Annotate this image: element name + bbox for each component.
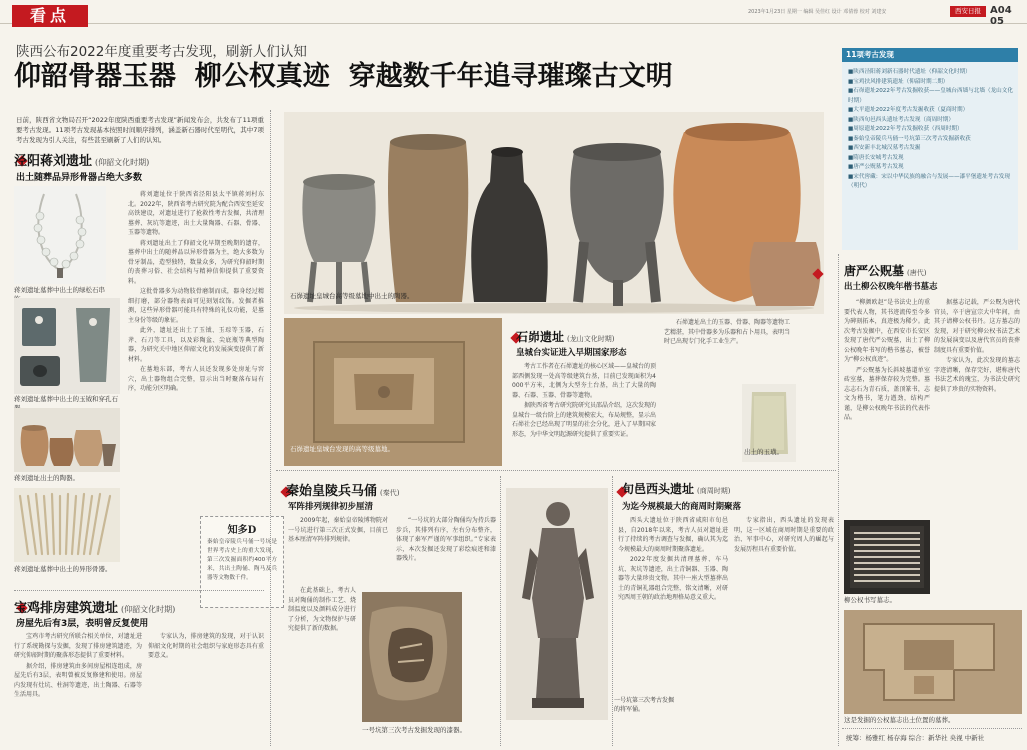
caption-pottery: 蒋刘遗址出土的陶器。 [14, 474, 79, 482]
caption-jade: 出土的玉璜。 [744, 448, 783, 456]
section-title-jiangliu: 泾阳蒋刘遗址 (仰韶文化时期) [14, 154, 150, 169]
list-item: ■隋唐长安城考古发现 [848, 154, 904, 161]
section-title-terracotta: 秦始皇陵兵马俑 (秦代) [286, 484, 400, 499]
tomb-excavation-photo [844, 610, 1022, 714]
list-item: ■石峁遗址2022年考古发掘收获——皇城台西墙与北墙（龙山文化时期） [848, 88, 1013, 104]
caption-jade-axe: 蒋刘遗址墓葬中出土的玉钺和穿孔石 [14, 395, 118, 403]
section-subtitle-shimao: 皇城台实证进入早期国家形态 [516, 348, 627, 358]
yan-body-right: 据墓志记载，严公贶为唐代官员，卒于唐宣宗大中年间，由其子请柳公权书丹。这方墓志的发现，对于研究柳公权书法艺术的发展演变以及唐代官员的丧葬制度具有重要价值。 专家认为，此次发现的墓志字迹清晰，保存完好，堪称唐代书法艺术的瑰宝，为书法史研究提供了珍贵的实物资料。 [934, 299, 1020, 393]
header-bar [0, 0, 1027, 27]
list-item: ■西安新丰北城汉墓考古发掘 [848, 145, 921, 151]
jade-axe-photo [14, 298, 120, 394]
caption-shimao-tomb: 石峁遗址皇城台发现的高等级墓地。 [290, 445, 394, 453]
headline-kicker: 陕西公布2022年度重要考古发现，刷新人们认知 [16, 44, 307, 60]
section-subtitle-terracotta: 军阵排列规律初步厘清 [288, 502, 374, 512]
findings-sidebar [842, 48, 1018, 250]
shimao-tomb-photo [284, 318, 502, 466]
know-more-title: 知多D [227, 525, 257, 536]
section-subtitle-qiao: 房屋先后有3层，表明曾反复使用 [16, 619, 149, 629]
know-more-box [200, 516, 284, 608]
terracotta-body-a: 2009年起，秦始皇帝陵博物院对一号坑进行第三次正式发掘，目前已基本厘清军阵排列规律。 [288, 517, 388, 543]
list-item: ■唐严公贶墓考古发现 [848, 164, 904, 170]
list-item: ■宝鸡扶风排建筑遗址（仰韶时期二期） [848, 78, 949, 85]
turquoise-string-photo [14, 186, 106, 284]
list-item: ■陕西旬邑西头遗址考古发现（商周时期） [848, 116, 954, 123]
know-more-body: 秦始皇帝陵兵马俑一号坑是世界考古史上的重大发现，第三次发掘面积约400平方米，共出土陶俑、陶马及兵器等文物数千件。 [207, 539, 277, 581]
section-title-yan: 唐严公贶墓 (唐代) [844, 264, 927, 278]
caption-lacquer: 一号坑第三次考古发掘发现的漆器。 [362, 726, 466, 734]
section-title-qiao: 宝鸡排房建筑遗址 (仰韶文化时期) [14, 601, 176, 616]
lacquer-pit-photo [362, 592, 462, 722]
section-subtitle-yan: 出土柳公权晚年楷书墓志 [844, 282, 938, 292]
list-item: ■周原遗址2022年考古发掘收获（西周时期） [848, 126, 963, 132]
brand-badge: 西安日报 [950, 6, 986, 17]
caption-epitaph: 柳公权书写墓志。 [844, 596, 896, 604]
column-tag: 看点 [12, 5, 88, 27]
bone-tools-photo [14, 488, 120, 562]
epitaph-photo [844, 520, 930, 594]
lead-paragraph: 日前，陕西省文物局召开“2022年度陕西重要考古发现”新闻发布会，共发布了11项重要考古发现。11项考古发现基本按照时间顺序排列，涵盖新石器时代至明代，其中7项考古发现为引人关注，有些甚至刷新了人们的认知。 [16, 116, 264, 144]
headline-main: 仰韶骨器玉器 柳公权真迹 穿越数千年追寻璀璨古文明 [14, 61, 673, 92]
qiao-body-left: 宝鸡市考古研究所联合相关单位，对遗址进行了系统勘探与发掘，发现了排房建筑遗迹，为研究仰韶时期的聚落形态提供了重要材料。 据介绍，排房建筑由多间房屋相连组成，房屋先后有3层，表明曾被反复修建和使用。房屋内发现有灶坑、柱洞等遗迹，出土陶器、石器等生活用具。 [14, 633, 142, 698]
page-number: A04 05 [990, 5, 1012, 27]
shimao-pottery-photo [284, 112, 824, 314]
caption-tomb-excavation: 这是发掘的公权墓志出土位置的墓葬。 [844, 716, 955, 724]
xitou-body-right: 专家指出，西头遗址的发现表明，这一区域在商周时期是重要的政治、军事中心，对研究周人的崛起与发展历程具有重要价值。 [734, 517, 834, 553]
list-item: ■宋代窖藏：宋以中华民族的融合与发展——漆平堡遗址考古发现（明代） [848, 173, 1010, 189]
caption-turquoise: 蒋刘遗址墓葬中出土的绿松石串 [14, 286, 105, 294]
shimao-body-right: 石峁遗址出土的玉器、骨器、陶器等遗物工艺精湛，其中骨器多为乐器和占卜用具，表明当时已出现专门化手工业生产。 [664, 319, 790, 345]
section-subtitle-jiangliu: 出土随葬品异形骨器占绝大多数 [16, 173, 143, 183]
caption-shimao-pottery: 石峁遗址皇城台高等级墓地中出土的陶器。 [290, 292, 414, 300]
terracotta-body-b: “一号坑的大部分陶俑均为持兵器步兵，其排列有序，左右分布整齐，体现了秦军严谨的军事组织。”专家表示，本次发掘还发现了彩绘痕迹和漆器残片。 [396, 517, 496, 562]
date-info: 2023年1月23日 星期一 编辑 吴佳红 设计 邓倩蓉 校对 刘建安 [748, 9, 887, 15]
sidebar-title: 11项考古发现 [846, 50, 894, 59]
caption-general: 一号坑第三次考古发掘的将军俑。 [614, 697, 675, 713]
general-figure-photo [506, 488, 608, 720]
shimao-body-left: 考古工作者在石峁遗址的核心区域——皇城台的顶部西侧发现一处高等级建筑台基，目前已发现面积为4000平方米，北侧为大型夯土台基，出土了大量的陶器、石器、玉器、骨器等遗物。 据陕西省考古研究院研究员邵晶介绍，这次发现的皇城台一级台阶上的建筑规模宏大，布局规整，显示出石峁社会已经出现了明显的社会分化，进入了早期国家形态，为中华文明起源研究提供了重要实证。 [512, 363, 656, 438]
section-title-shimao: 石峁遗址 (龙山文化时期) [516, 330, 615, 344]
qiao-body-right: 专家认为，排房建筑的发现，对于认识仰韶文化时期的社会组织与家庭形态具有重要意义。 [148, 633, 264, 659]
list-item: ■大平遗址2022年度考古发掘收获（夏商时期） [848, 107, 969, 113]
list-item: ■秦始皇帝陵兵马俑一号坑第三次考古发掘新收获 [848, 135, 971, 142]
section-subtitle-xitou: 为迄今规模最大的商周时期聚落 [622, 502, 742, 512]
xitou-body-left: 西头大遗址位于陕西省咸阳市旬邑县，自2018年以来，考古人员对遗址进行了持续的考古调查与发掘，确认其为迄今规模最大的商周时期聚落遗址。 2022年度发掘共清理墓葬、车马坑、灰坑等遗迹，出土青铜器、玉器、陶器等大量珍贵文物。其中一座大型墓葬出土的青铜礼器组合完整，铭文清晰，对研究西周王朝的政治地理格局意义重大。 [618, 517, 728, 601]
terracotta-body-c: 在此基础上，考古人员对陶俑的制作工艺、烧制温度以及颜料成分进行了分析，为文物保护与研究提供了新的数据。 [288, 587, 356, 632]
pottery-small-photo [14, 408, 120, 472]
section-title-xitou: 旬邑西头遗址 (商周时期) [622, 482, 731, 496]
credit-line: 统筹：杨雅红 杨存海 综合：新华社 央视 中新社 [846, 734, 985, 742]
caption-bone-tools: 蒋刘遗址墓葬中出土的异形骨器。 [14, 565, 112, 573]
jiangliu-body: 蒋刘遗址位于陕西省泾阳县太平镇蒋刘村东北。2022年，陕西省考古研究院为配合西安至延安高铁建设，对遗址进行了抢救性考古发掘，共清理墓葬、灰坑等遗迹，出土大量陶器、石器、骨器、玉器等遗物。 蒋刘遗址出土了仰韶文化早期至晚期的遗存，墓葬中出土的随葬品以异形骨器为主，绝大多数为骨牙制品，造型独特，数量众多，为研究仰韶时期的丧葬习俗、社会结构与精神信仰提供了重要资料。 这批骨器多为动物肢骨磨制而成，器身经过精细打磨，部分器物表面可见刻划纹饰。发掘者推测，这些异形骨器可能具有特殊的礼仪功能，是墓主身份等级的象征。 此外，遗址还出土了玉钺、玉琮等玉器，石斧、石刀等工具，以及彩陶盆、尖底瓶等典型陶器，为研究关中地区仰韶文化的发展演变提供了新材料。 在墓地东部，考古人员还发现多处房址与窖穴，出土器物组合完整，显示出当时聚落布局有序，功能分区明确。 [128, 191, 264, 392]
yan-body-left: “柳颜欧赵”是书法史上的重要代表人物，其书迹流传至今多为碑刻拓本，真迹极为稀少。此次考古发掘中，在西安市长安区发现了唐代严公贶墓，出土了柳公权晚年书写的楷书墓志，被誉为“柳公权真迹”。 严公贶墓为长斜坡墓道单室砖室墓，墓葬保存较为完整。墓志志石为青石质，盖顶篆书，志文为楷书，笔力遒劲，结构严谨，是柳公权晚年书法的代表作品。 [844, 299, 930, 421]
list-item: ■陕西泾阳蒋刘新石器时代遗址（仰韶文化时期） [848, 69, 971, 75]
